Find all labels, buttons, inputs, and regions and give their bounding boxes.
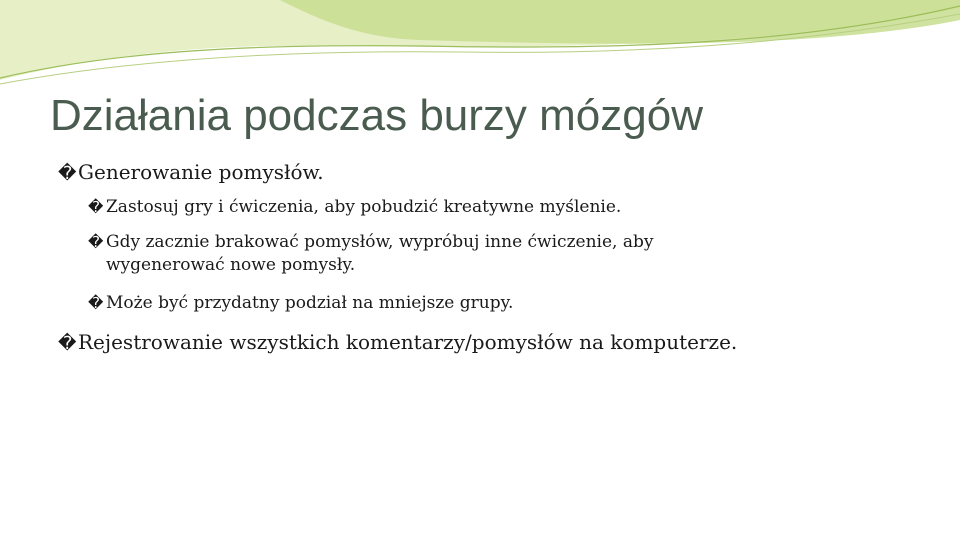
list-subitem	[88, 196, 808, 219]
list-subitem	[88, 231, 808, 277]
list-subitem-text: Gdy zacznie brakować pomysłów, wypróbuj inne ćwiczenie, aby	[106, 232, 654, 252]
list-subitem-text-continued: wygenerować nowe pomysły.	[106, 255, 356, 275]
list-item-text: Rejestrowanie wszystkich komentarzy/pomysłów na komputerze.	[78, 330, 738, 354]
list-subitem-text: Zastosuj gry i ćwiczenia, aby pobudzić kreatywne myślenie.	[106, 197, 622, 217]
bullet-icon: �	[88, 294, 104, 312]
list-subitem	[88, 292, 808, 315]
list-item	[58, 159, 324, 187]
slide-title: Działania podczas burzy mózgów	[50, 91, 703, 140]
bullet-icon: �	[88, 198, 104, 216]
list-subitem-text: Może być przydatny podział na mniejsze grupy.	[106, 293, 514, 313]
bullet-icon: �	[88, 233, 104, 251]
list-item	[58, 329, 737, 357]
bullet-icon: �	[58, 163, 77, 184]
bullet-icon: �	[58, 333, 77, 354]
list-item-text: Generowanie pomysłów.	[78, 160, 324, 184]
